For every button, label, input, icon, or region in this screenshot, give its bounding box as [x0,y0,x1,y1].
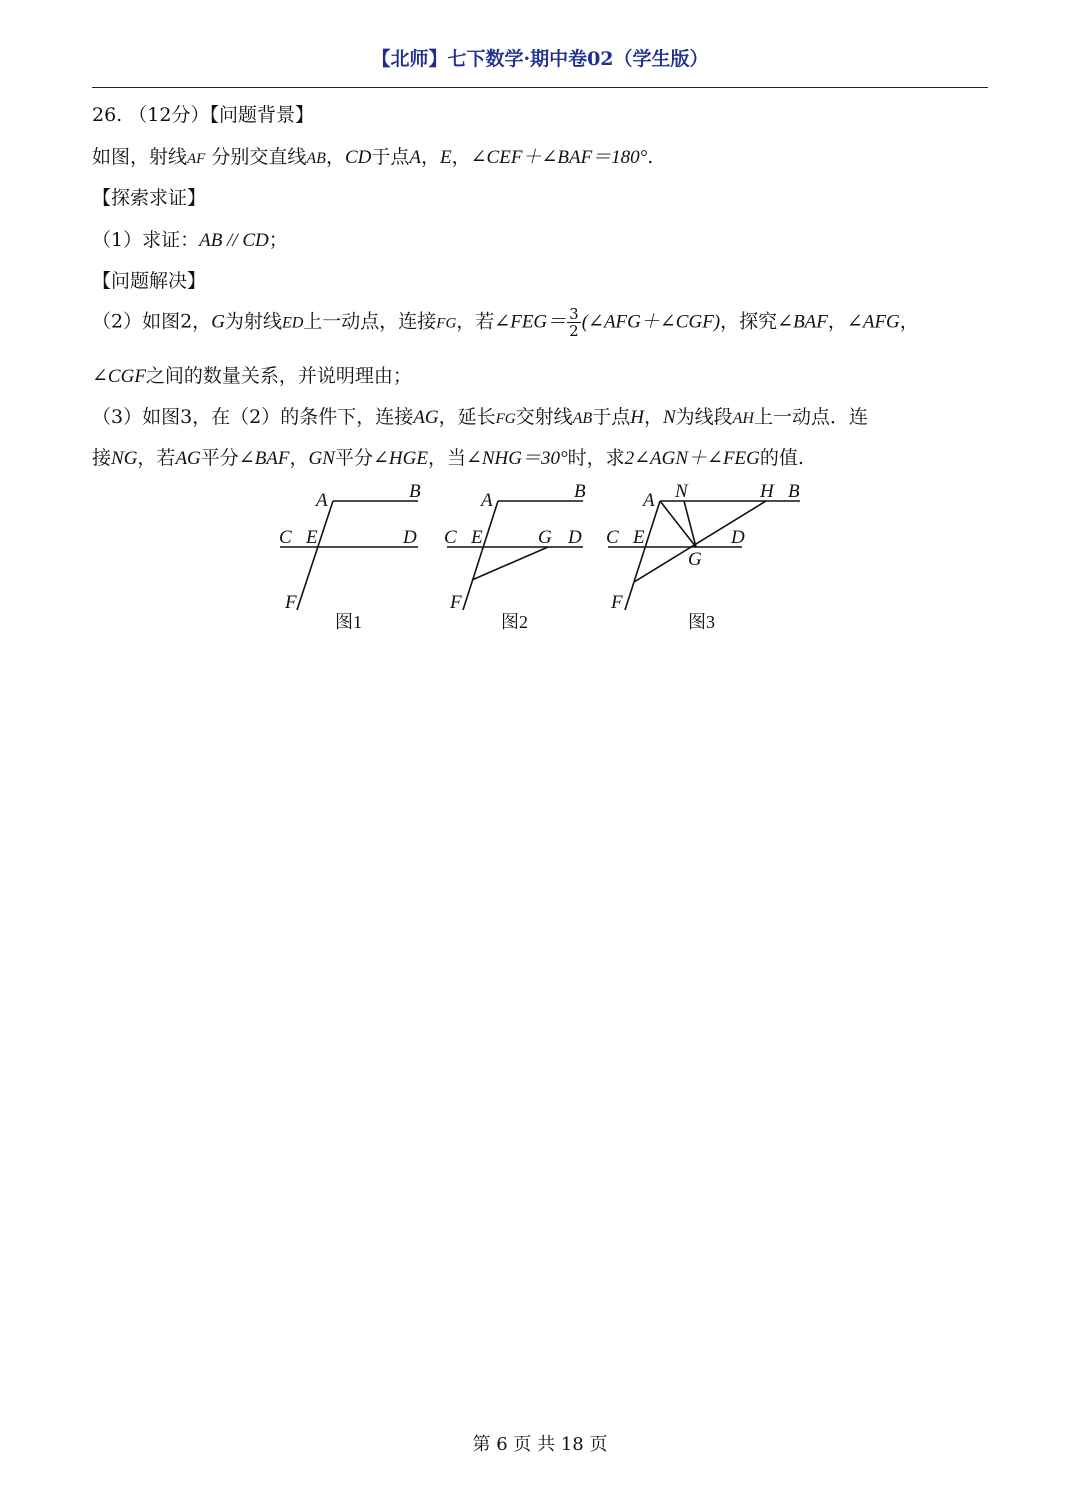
part2-eq-left: ∠FEG＝ [494,311,567,333]
explore-tag: 【探索求证】 [92,187,207,209]
fig1-label-f: F [285,592,297,613]
part2-baf: ∠BAF [777,311,828,333]
part2-text: ，探究 [720,310,778,333]
intro-e: E [440,147,452,168]
part3-baf: ∠BAF [238,448,290,469]
part2-cgf: ∠CGF [92,366,146,387]
part3-ab: AB [572,410,593,427]
fig1-label-d: D [403,527,417,548]
fig1-caption: 图1 [335,612,362,632]
part3-h: H [630,407,644,428]
intro-af: AF [187,151,206,167]
figures-svg [0,0,1080,660]
fig2-label-d: D [568,527,582,548]
problem-number: 26. [92,104,123,126]
part3-text: 交射线 [515,406,573,428]
intro-ab: AB [306,150,326,167]
part3-text: 为线段 [675,406,733,428]
part3-text: 时，求 [567,447,625,469]
part3-n: N [662,407,676,428]
fig3-label-f: F [611,592,623,613]
fig2-label-f: F [450,592,462,613]
part2-text: ， [899,310,919,333]
part2-text: ，若 [456,310,495,333]
intro-text: 于点 [371,146,410,168]
fig2-label-e: E [471,527,483,548]
part3-text: ，当 [427,447,466,469]
fig2-ray-af [463,501,498,610]
fig3-label-e: E [633,527,645,548]
part2-g: G [211,311,225,333]
page-footer: 第 6 页 共 18 页 [472,1434,608,1455]
part3-nhg: ∠NHG＝30° [465,448,568,469]
part3-ng: NG [111,448,138,469]
background-tag: 【问题背景】 [209,104,314,126]
part2-text: 之间的数量关系，并说明理由； [145,365,412,387]
part3-hge: ∠HGE [372,448,428,469]
part3-text: 于点 [592,406,631,428]
part3-text: 平分 [200,447,239,469]
part3-ag2: AG [175,448,201,469]
part1-suffix: ； [268,229,288,251]
part2-ed: ED [281,314,304,332]
fig3-label-h: H [760,481,774,502]
fig3-label-c: C [606,527,619,548]
part3-ah: AH [732,410,754,427]
fig3-label-a: A [643,490,655,511]
fig2-caption: 图2 [501,612,528,632]
part2-text: 上一动点，连接 [303,310,437,333]
part3-text: 的值. [759,447,804,469]
part1-prefix: （1）求证： [92,229,200,251]
part3-text: ，若 [137,447,176,469]
intro-cd: CD [344,147,372,168]
part3-gn: GN [308,448,335,469]
fraction-numerator: 3 [569,305,579,323]
part2-text: （2）如图2， [92,310,212,333]
part2-text: ， [827,310,847,333]
part3-text: 接 [92,447,112,469]
part1-expr: AB // CD [199,230,269,251]
intro-text: . [647,146,654,168]
part3-ag: AG [413,407,439,428]
part3-text: ，延长 [438,406,496,428]
fig2-seg-fg [472,547,548,580]
part3-text: ， [643,406,663,428]
fig3-label-d: D [731,527,745,548]
part2-eq-right: (∠AFG＋∠CGF) [581,311,721,333]
fig3-ray-af [625,501,660,610]
intro-text: ， [451,146,471,168]
fig1-label-b: B [409,481,421,502]
fig3-label-b: B [788,481,800,502]
part2-fg: FG [436,315,457,332]
part3-text: 上一动点．连 [753,406,868,428]
fig3-caption: 图3 [688,612,715,632]
part3-fg: FG [495,411,516,427]
fig2-label-b: B [574,481,586,502]
intro-text: ， [325,146,345,168]
page-header: 【北师】七下数学·期中卷02（学生版） [371,48,709,70]
intro-text: 如图，射线 [92,146,188,168]
intro-text: 分别交直线 [211,146,307,168]
fig2-label-c: C [444,527,457,548]
fraction-denominator: 2 [569,322,579,340]
part3-text: （3）如图3，在（2）的条件下，连接 [92,406,414,428]
fig2-label-a: A [481,490,493,511]
intro-equation: ∠CEF＋∠BAF＝180° [470,147,648,168]
part3-text: 平分 [334,447,373,469]
part2-text: 为射线 [224,310,282,333]
problem-score: （12分） [128,104,210,126]
intro-a: A [409,147,421,168]
intro-text: ， [421,146,441,168]
fig1-ray-af [297,501,333,610]
part3-expr: 2∠AGN＋∠FEG [624,448,760,469]
fig3-label-g: G [688,549,702,570]
solve-tag: 【问题解决】 [92,270,207,292]
part2-afg: ∠AFG [846,311,900,333]
fig1-label-c: C [279,527,292,548]
fig1-label-a: A [316,490,328,511]
fig2-label-g: G [538,527,552,548]
part3-text: ， [289,447,309,469]
fig3-label-n: N [675,481,688,502]
fig1-label-e: E [306,527,318,548]
